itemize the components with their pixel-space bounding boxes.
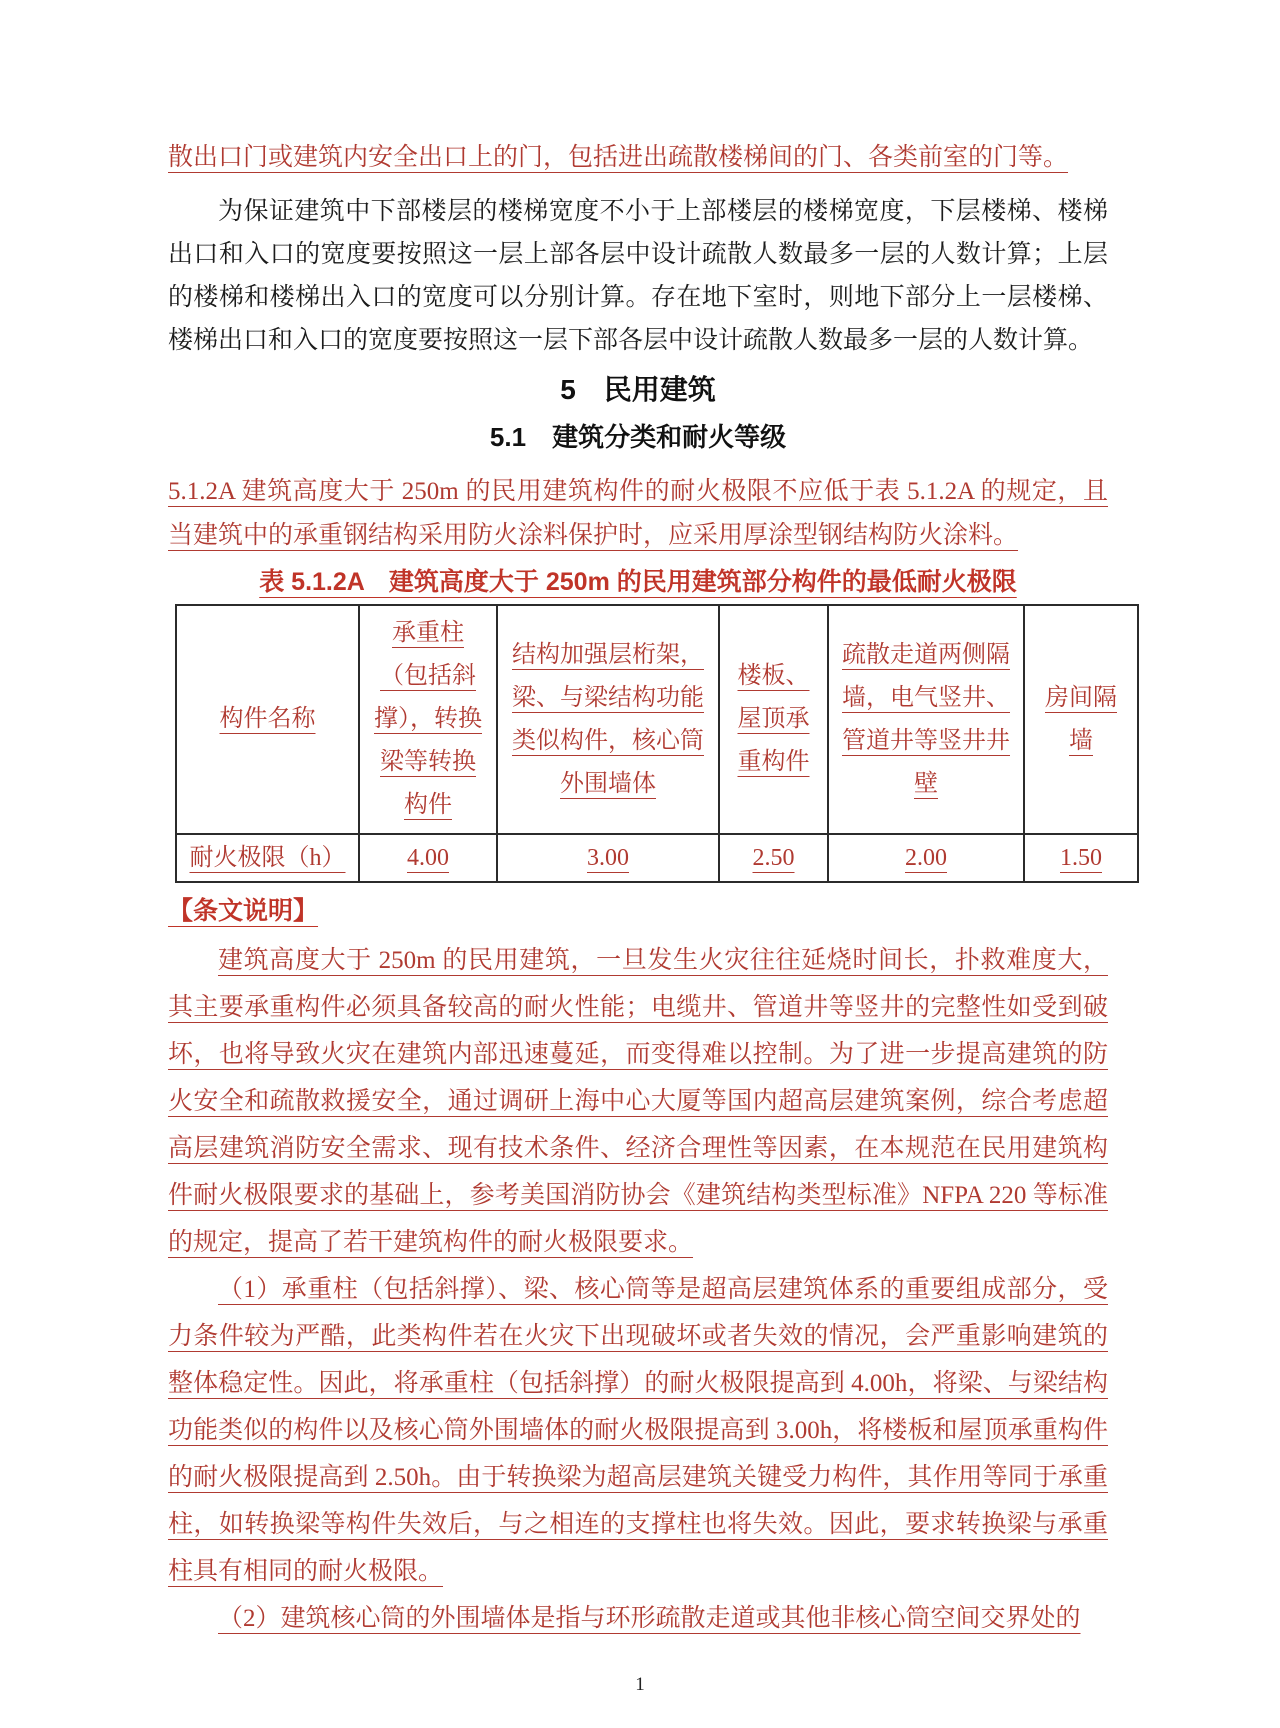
header-text: 承重柱（包括斜撑），转换梁等转换构件 [374, 620, 482, 818]
value-cell [497, 834, 719, 882]
header-text: 疏散走道两侧隔墙，电气竖井、管道井等竖井井壁 [842, 641, 1010, 797]
header-text: 构件名称 [219, 706, 316, 732]
commentary-label: 【条文说明】 [168, 897, 319, 925]
page-content [168, 0, 1117, 1642]
value-cell [719, 834, 828, 882]
value-cell [359, 834, 497, 882]
header-component-name [176, 605, 359, 834]
commentary-paragraph-2: （1）承重柱（包括斜撑）、梁、核心筒等是超高层建筑体系的重要组成部分，受力条件较为严酷，此类构件若在火灾下出现破坏或者失效的情况，会严重影响建筑的整体稳定性。因此，将承重柱（包括斜撑）的耐火极限提高到 4.00h，将梁、与梁结构功能类似的构件以及核心筒外围墙体的耐火极限提高到 3.00h，将楼板和屋顶承重构件的耐火极限提高到 2.50h。由于转换梁为超高层建筑关键受力构件，其作用等同于承重柱，如转换梁等构件失效后，与之相连的支撑柱也将失效。因此，要求转换梁与承重柱具有相同的耐火极限。 [168, 1276, 1108, 1585]
page-number: 1 [635, 1674, 645, 1695]
chapter-heading: 5 民用建筑 [560, 374, 716, 405]
table-row [176, 834, 1138, 882]
header-corridor-shaft-walls [828, 605, 1024, 834]
fire-limit-value: 2.50 [752, 845, 795, 871]
table-title: 表 5.1.2A 建筑高度大于 250m 的民用建筑部分构件的最低耐火极限 [259, 568, 1017, 596]
fire-limit-value: 4.00 [407, 845, 449, 871]
row-label: 耐火极限（h） [189, 845, 346, 871]
intro-paragraph: 为保证建筑中下部楼层的楼梯宽度不小于上部楼层的楼梯宽度，下层楼梯、楼梯出口和入口的宽度要按照这一层上部各层中设计疏散人数最多一层的人数计算；上层的楼梯和楼梯出入口的宽度可以分别计算。存在地下室时，则地下部分上一层楼梯、楼梯出口和入口的宽度要按照这一层下部各层中设计疏散人数最多一层的人数计算。 [168, 198, 1108, 354]
fire-limit-value: 1.50 [1060, 845, 1102, 871]
fire-resistance-table [175, 604, 1139, 883]
commentary-section [168, 891, 1108, 931]
section-heading: 5.1 建筑分类和耐火等级 [489, 422, 787, 452]
header-truss-beams-core-walls [497, 605, 719, 834]
table-header-row [176, 605, 1138, 834]
header-floor-roof-members [719, 605, 828, 834]
value-cell [1024, 834, 1138, 882]
carryover-line: 散出口门或建筑内安全出口上的门，包括进出疏散楼梯间的门、各类前室的门等。 [168, 144, 1069, 171]
header-text: 结构加强层桁架，梁、与梁结构功能类似构件，核心筒外围墙体 [512, 641, 704, 797]
header-text: 楼板、屋顶承重构件 [737, 663, 810, 775]
commentary-paragraph-3: （2）建筑核心筒的外围墙体是指与环形疏散走道或其他非核心筒空间交界处的 [218, 1605, 1081, 1632]
header-room-partition [1024, 605, 1138, 834]
commentary-paragraph-1: 建筑高度大于 250m 的民用建筑，一旦发生火灾往往延烧时间长，扑救难度大，其主要承重构件必须具备较高的耐火性能；电缆井、管道井等竖井的完整性如受到破坏，也将导致火灾在建筑内部迅速蔓延，而变得难以控制。为了进一步提高建筑的防火安全和疏散救援安全，通过调研上海中心大厦等国内超高层建筑案例，综合考虑超高层建筑消防安全需求、现有技术条件、经济合理性等因素，在本规范在民用建筑构件耐火极限要求的基础上，参考美国消防协会《建筑结构类型标准》NFPA 220 等标准的规定，提高了若干建筑构件的耐火极限要求。 [168, 947, 1108, 1256]
fire-limit-value: 2.00 [905, 845, 947, 871]
header-text: 房间隔墙 [1045, 684, 1117, 754]
fire-limit-value: 3.00 [587, 845, 629, 871]
row-label-cell [176, 834, 359, 882]
clause-5-1-2A: 5.1.2A 建筑高度大于 250m 的民用建筑构件的耐火极限不应低于表 5.1.2A 的规定，且当建筑中的承重钢结构采用防火涂料保护时，应采用厚涂型钢结构防火涂料。 [168, 478, 1108, 549]
value-cell [828, 834, 1024, 882]
header-load-bearing-columns [359, 605, 497, 834]
